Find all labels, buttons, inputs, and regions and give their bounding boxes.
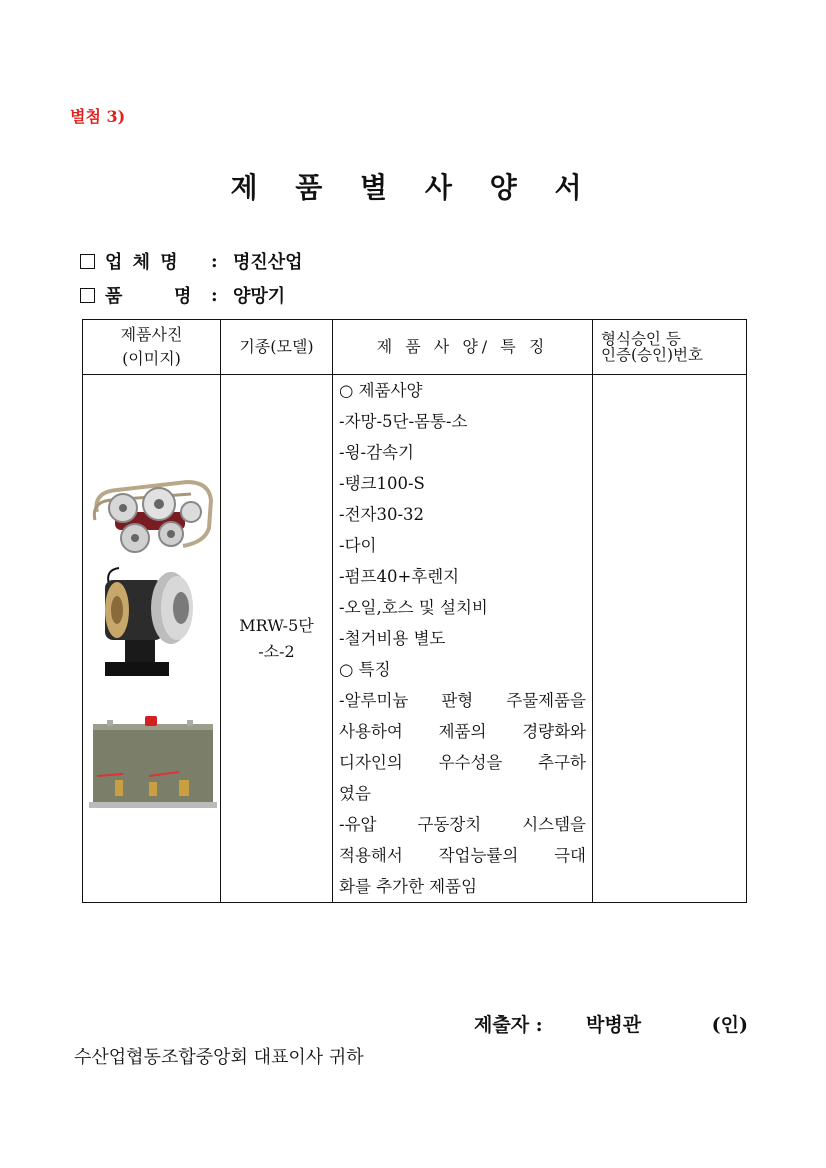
header-photo-line2: (이미지)	[122, 349, 181, 368]
checkbox-square-icon	[80, 288, 95, 303]
spec-features-cell	[333, 375, 593, 903]
spec-line: -펌프40+후렌지	[339, 567, 460, 586]
company-line	[80, 248, 303, 274]
header-approval	[593, 320, 747, 375]
spec-line: -전자30-32	[339, 505, 425, 524]
company-label: 업 체 명	[105, 252, 180, 273]
header-approval-line1: 형식승인 등	[601, 330, 681, 348]
model-line1: MRW-5단	[239, 615, 314, 635]
product-colon: :	[211, 284, 218, 306]
spec-line: -유압 구동장치 시스템을	[339, 815, 586, 834]
seal-mark: (인)	[711, 1014, 748, 1036]
addressee: 수산업협동조합중앙회 대표이사 귀하	[74, 1047, 364, 1068]
company-name: 명진산업	[233, 252, 303, 273]
header-photo	[83, 320, 221, 375]
net-hauler-rollers-photo	[87, 472, 217, 558]
product-label: 품 명	[105, 286, 194, 307]
spec-line: -탱크100-S	[339, 474, 425, 493]
header-approval-line2: 인증(승인)번호	[601, 346, 703, 364]
spec-line: -알루미늄 판형 주물제품을	[339, 691, 586, 710]
spec-line: ○ 특징	[339, 660, 391, 679]
product-name: 양망기	[233, 286, 286, 307]
product-line	[80, 282, 285, 308]
spec-line: 적용해서 작업능률의 극대	[339, 846, 586, 865]
spec-line: -윙-감속기	[339, 443, 414, 462]
checkbox-square-icon	[80, 254, 95, 269]
header-photo-line1: 제품사진	[120, 325, 183, 344]
spec-line: 사용하여 제품의 경량화와	[339, 722, 586, 741]
model-cell	[221, 375, 333, 903]
document-title: 제 품 별 사 양 서	[230, 171, 596, 204]
spec-line: 디자인의 우수성을 추구하	[339, 753, 586, 772]
spec-line: -오일,호스 및 설치비	[339, 598, 488, 617]
spec-line: ○ 제품사양	[339, 381, 423, 400]
spec-line: -다이	[339, 536, 377, 555]
spec-line: -철거비용 별도	[339, 629, 446, 648]
table-body-row	[83, 375, 747, 903]
header-model: 기종(모델)	[221, 320, 333, 375]
hydraulic-tank-photo	[87, 716, 219, 816]
attachment-label: 별첨 3)	[70, 107, 126, 126]
spec-line: -자망-5단-몸통-소	[339, 412, 468, 431]
header-spec: 제 품 사 양/ 특 징	[333, 320, 593, 375]
table-header-row	[83, 320, 747, 375]
spec-line: 였음	[339, 784, 371, 803]
spec-line: 화를 추가한 제품임	[339, 877, 478, 896]
submitter-label: 제출자 :	[474, 1014, 543, 1036]
approval-cell	[593, 375, 747, 903]
electromagnetic-clutch-photo	[99, 562, 199, 684]
submitter-name: 박병관	[586, 1014, 642, 1036]
spec-table	[82, 319, 747, 903]
model-line2: -소-2	[258, 641, 295, 661]
product-photos-cell	[83, 375, 221, 903]
company-colon: :	[211, 250, 218, 272]
